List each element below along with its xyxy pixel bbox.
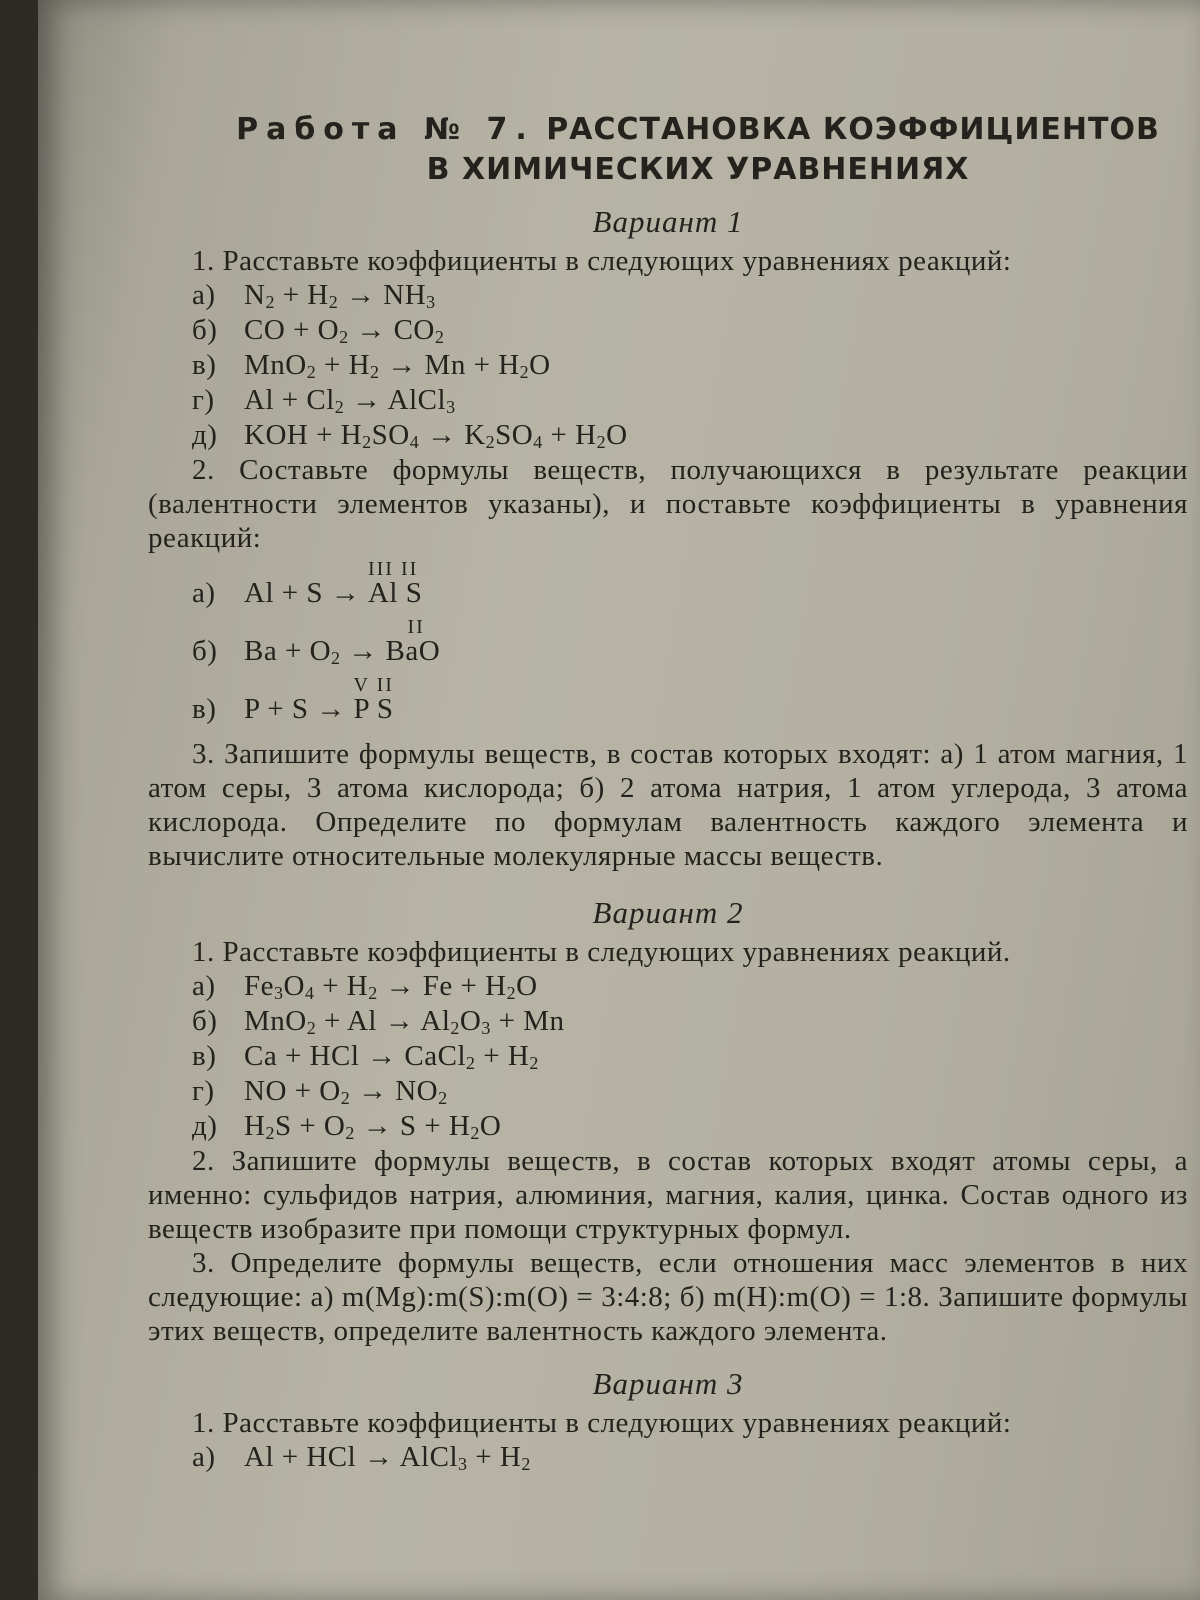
v1-task2-eq-a: а) Al + S → III II Al S bbox=[148, 573, 1188, 613]
valence-c: V II bbox=[353, 674, 394, 696]
variant2-task1: 1. Расставьте коэффициенты в следующих уравнениях реакций. bbox=[192, 936, 1011, 968]
v2-eq-e: д) $H_2S + O_2 \to S + H_2O$ bbox=[192, 1110, 502, 1143]
page-title bbox=[208, 110, 1188, 190]
v1-eq-c: в) $MnO_2 + H_2 \to Mn + H_2O$ bbox=[192, 349, 551, 382]
valence-a: III II bbox=[367, 558, 419, 580]
variant1-task1: 1. Расставьте коэффициенты в следующих уравнениях реакций: bbox=[192, 245, 1012, 277]
variant2-task3: 3. Определите формулы веществ, если отношения масс элементов в них следующие: а) m(Mg):m(S):m(O) = 3:4:8; б) m(H):m(O) = 1:8. Запишите формулы этих веществ, определите валентность каждого элемента. bbox=[148, 1247, 1188, 1347]
v1-eq-d: г) $Al + Cl_2$ → AlCl$_3$ bbox=[192, 384, 456, 417]
v1-eq-e: д) KOH + $H_2SO_4 \to K_2SO_4 + H_2O$ bbox=[192, 419, 628, 452]
title-lead: Работа № 7. bbox=[236, 112, 535, 147]
v3-eq-a: а) Al + HCl → AlCl$_3$ + $H_2$ bbox=[192, 1441, 531, 1474]
variant2-heading: Вариант 2 bbox=[592, 895, 744, 930]
v1-task2-eq-c: в) P + S → V II P S bbox=[148, 689, 1188, 729]
v1-task2-eq-b: б) $Ba + O_2$ → II BaO bbox=[148, 631, 1188, 671]
variant3-task1: 1. Расставьте коэффициенты в следующих уравнениях реакций: bbox=[192, 1407, 1012, 1439]
v2-eq-a: а) $Fe_3O_4 + H_2 \to Fe + H_2O$ bbox=[192, 970, 538, 1003]
variant1-heading: Вариант 1 bbox=[592, 204, 744, 239]
valence-b: II bbox=[407, 616, 425, 638]
v1-eq-b: б) CO + $O_2 \to CO_2$ bbox=[192, 314, 445, 347]
variant1-task3: 3. Запишите формулы веществ, в состав которых входят: а) 1 атом магния, 1 атом серы, 3 атома кислорода; б) 2 атома натрия, 1 атом углерода, 3 атома кислорода. Определите по формулам валентность каждого элемента и вычислите относительные молекулярные массы веществ. bbox=[148, 738, 1188, 872]
v2-eq-b: б) $MnO_2 + Al \to Al_2O_3 + Mn$ bbox=[192, 1005, 565, 1038]
v2-eq-d: г) NO + $O_2 \to NO_2$ bbox=[192, 1075, 448, 1108]
variant1-task2: 2. Составьте формулы веществ, получающихся в результате реакции (валентности элементов указаны), и поставьте коэффициенты в уравнения реакций: bbox=[148, 454, 1188, 554]
book-page bbox=[38, 0, 1200, 1600]
title-line1: РАССТАНОВКА КОЭФФИЦИЕНТОВ bbox=[546, 112, 1160, 147]
variant2-task2: 2. Запишите формулы веществ, в состав которых входят атомы серы, а именно: сульфидов натрия, алюминия, магния, калия, цинка. Состав одного из веществ изобразите при помощи структурных формул. bbox=[148, 1145, 1188, 1245]
variant3-heading: Вариант 3 bbox=[592, 1366, 744, 1401]
v1-eq-a: а) $N_2 + H_2 \to NH_3$ bbox=[192, 279, 436, 312]
page-content bbox=[148, 110, 1188, 1475]
v2-eq-c: в) Ca + HCl → CaCl$_2$ + $H_2$ bbox=[192, 1040, 539, 1073]
title-line2: В ХИМИЧЕСКИХ УРАВНЕНИЯХ bbox=[426, 152, 970, 187]
